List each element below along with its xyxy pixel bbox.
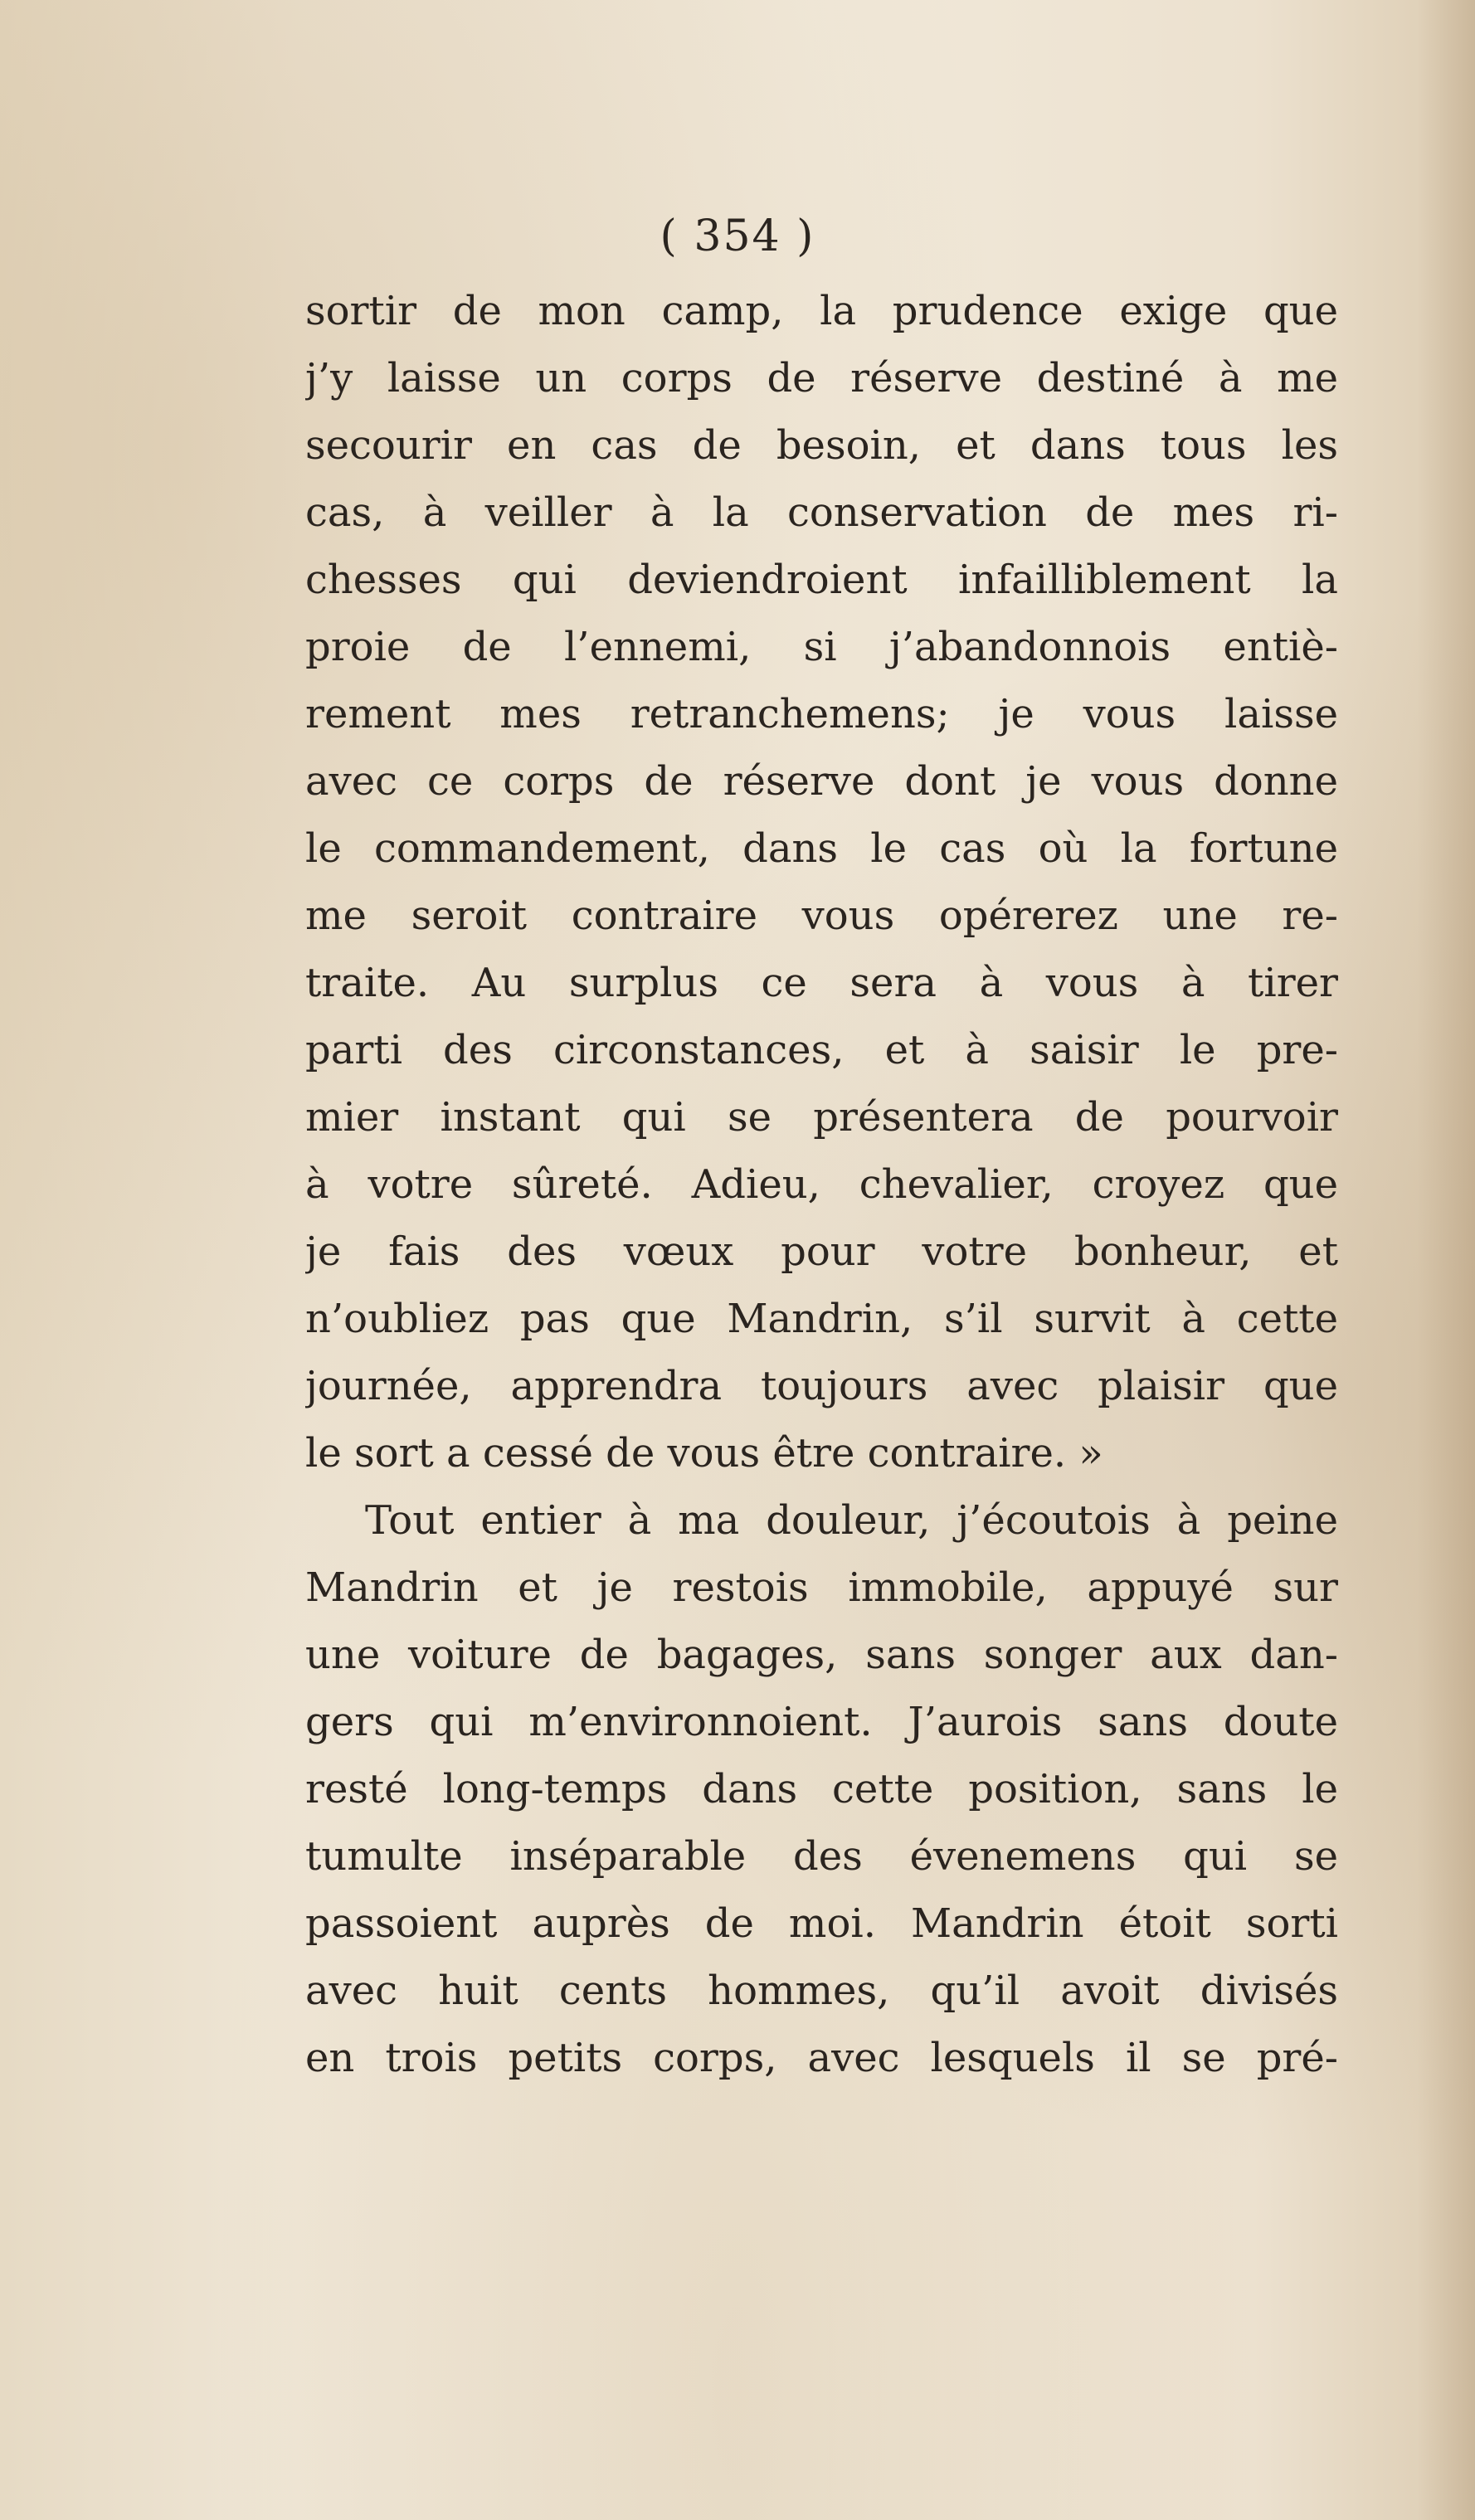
- text-line: n’oubliez pas que Mandrin, s’il survit à cette: [305, 1296, 1338, 1342]
- text-line: rement mes retranchemens; je vous laisse: [305, 691, 1338, 737]
- text-line: Mandrin et je restois immobile, appuyé sur: [305, 1564, 1338, 1611]
- text-line: le commandement, dans le cas où la fortune: [305, 825, 1338, 872]
- text-line: tumulte inséparable des évenemens qui se: [305, 1833, 1338, 1880]
- page-gutter-shadow: [1417, 0, 1475, 2520]
- text-line: traite. Au surplus ce sera à vous à tirer: [305, 960, 1338, 1006]
- text-line: parti des circonstances, et à saisir le pre-: [305, 1027, 1338, 1073]
- text-line: me seroit contraire vous opérerez une re-: [305, 893, 1338, 939]
- page-number: ( 354 ): [660, 212, 815, 261]
- text-line: mier instant qui se présentera de pourvoir: [305, 1094, 1338, 1141]
- text-line: journée, apprendra toujours avec plaisir que: [305, 1363, 1338, 1409]
- text-line: en trois petits corps, avec lesquels il se pré-: [305, 2035, 1338, 2081]
- text-line: le sort a cessé de vous être contraire. »: [305, 1430, 1103, 1476]
- text-line: resté long-temps dans cette position, sans le: [305, 1766, 1338, 1812]
- text-line: sortir de mon camp, la prudence exige que: [305, 288, 1338, 334]
- text-line: à votre sûreté. Adieu, chevalier, croyez que: [305, 1161, 1338, 1208]
- text-line: une voiture de bagages, sans songer aux dan-: [305, 1632, 1338, 1678]
- text-line: chesses qui deviendroient infailliblement la: [305, 557, 1338, 603]
- text-line: proie de l’ennemi, si j’abandonnois entiè-: [305, 624, 1338, 670]
- text-line: cas, à veiller à la conservation de mes ri-: [305, 489, 1338, 536]
- text-line: avec huit cents hommes, qu’il avoit divisés: [305, 1968, 1338, 2014]
- text-line: j’y laisse un corps de réserve destiné à me: [305, 355, 1338, 401]
- text-line: avec ce corps de réserve dont je vous donne: [305, 758, 1338, 805]
- body-text: [305, 278, 1338, 2092]
- text-line: passoient auprès de moi. Mandrin étoit sorti: [305, 1900, 1338, 1947]
- paragraph-first-line: Tout entier à ma douleur, j’écoutois à peine: [365, 1497, 1338, 1544]
- text-line: gers qui m’environnoient. J’aurois sans doute: [305, 1699, 1338, 1745]
- text-line: secourir en cas de besoin, et dans tous les: [305, 422, 1338, 469]
- text-line: je fais des vœux pour votre bonheur, et: [305, 1228, 1338, 1275]
